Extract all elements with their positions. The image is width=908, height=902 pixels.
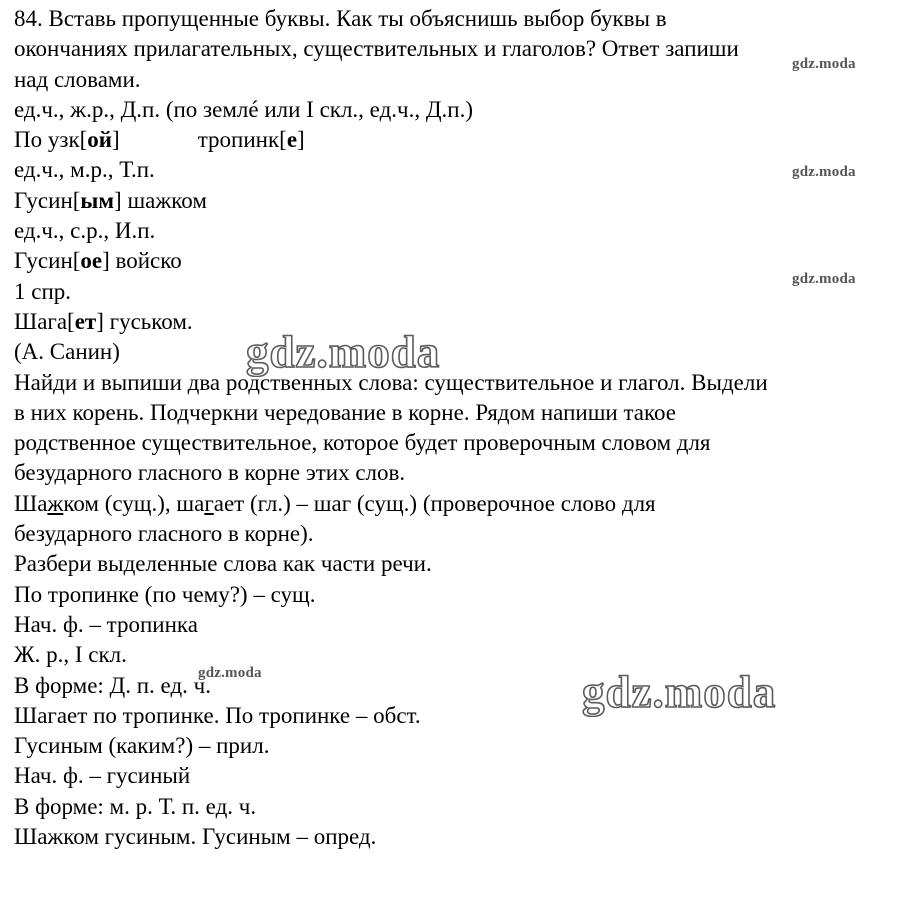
word-line-3: Гусин[ое] войско (14, 248, 182, 274)
answer2-line-1: Шажком (сущ.), шагает (гл.) – шаг (сущ.) (проверочное слово для (14, 490, 656, 516)
author: (А. Санин) (14, 339, 120, 365)
analysis-line: Шагает по тропинке. По тропинке – обст. (14, 702, 421, 728)
note-2: ед.ч., м.р., Т.п. (14, 157, 155, 183)
analysis-line: Шажком гусиным. Гусиным – опред. (14, 824, 377, 850)
watermark-big: gdz.moda (246, 327, 441, 377)
task2-line-4: безударного гласного в корне этих слов. (14, 460, 406, 486)
analysis-line: Ж. р., I скл. (14, 642, 127, 668)
word-line-1: По узк[ой] тропинк[е] (14, 127, 305, 153)
analysis-line: По тропинке (по чему?) – сущ. (14, 581, 316, 607)
watermark-small: gdz.moda (792, 271, 856, 287)
analysis-line: Нач. ф. – гусиный (14, 763, 191, 789)
task-line-3: над словами. (14, 66, 141, 92)
analysis-line: В форме: Д. п. ед. ч. (14, 672, 211, 698)
note-4: 1 спр. (14, 278, 72, 304)
watermark-small: gdz.moda (198, 665, 262, 681)
note-1: ед.ч., ж.р., Д.п. (по землé или I скл., ед.ч., Д.п.) (14, 96, 474, 122)
analysis-line: Гусиным (каким?) – прил. (14, 733, 270, 759)
analysis-line: Нач. ф. – тропинка (14, 611, 198, 637)
watermark-small: gdz.moda (792, 56, 856, 72)
document-body (14, 4, 900, 852)
task3: Разбери выделенные слова как части речи. (14, 551, 432, 577)
word-line-2: Гусин[ым] шажком (14, 187, 207, 213)
watermark-small: gdz.moda (792, 164, 856, 180)
answer2-line-2: безударного гласного в корне). (14, 521, 314, 547)
task-line-2: окончаниях прилагательных, существительных и глаголов? Ответ запиши (14, 36, 739, 62)
task2-line-2: в них корень. Подчеркни чередование в корне. Рядом напиши такое (14, 399, 677, 425)
watermark-big: gdz.moda (582, 667, 777, 717)
underlined-letter: г (204, 490, 214, 516)
word-line-4: Шага[ет] гуськом. (14, 308, 193, 334)
task-line-1: 84. Вставь пропущенные буквы. Как ты объяснишь выбор буквы в (14, 6, 667, 31)
analysis-line: В форме: м. р. Т. п. ед. ч. (14, 793, 257, 819)
underlined-letter: ж (47, 490, 64, 516)
task2-line-1: Найди и выпиши два родственных слова: существительное и глагол. Выдели (14, 369, 768, 395)
note-3: ед.ч., с.р., И.п. (14, 218, 156, 244)
task2-line-3: родственное существительное, которое будет проверочным словом для (14, 430, 711, 456)
